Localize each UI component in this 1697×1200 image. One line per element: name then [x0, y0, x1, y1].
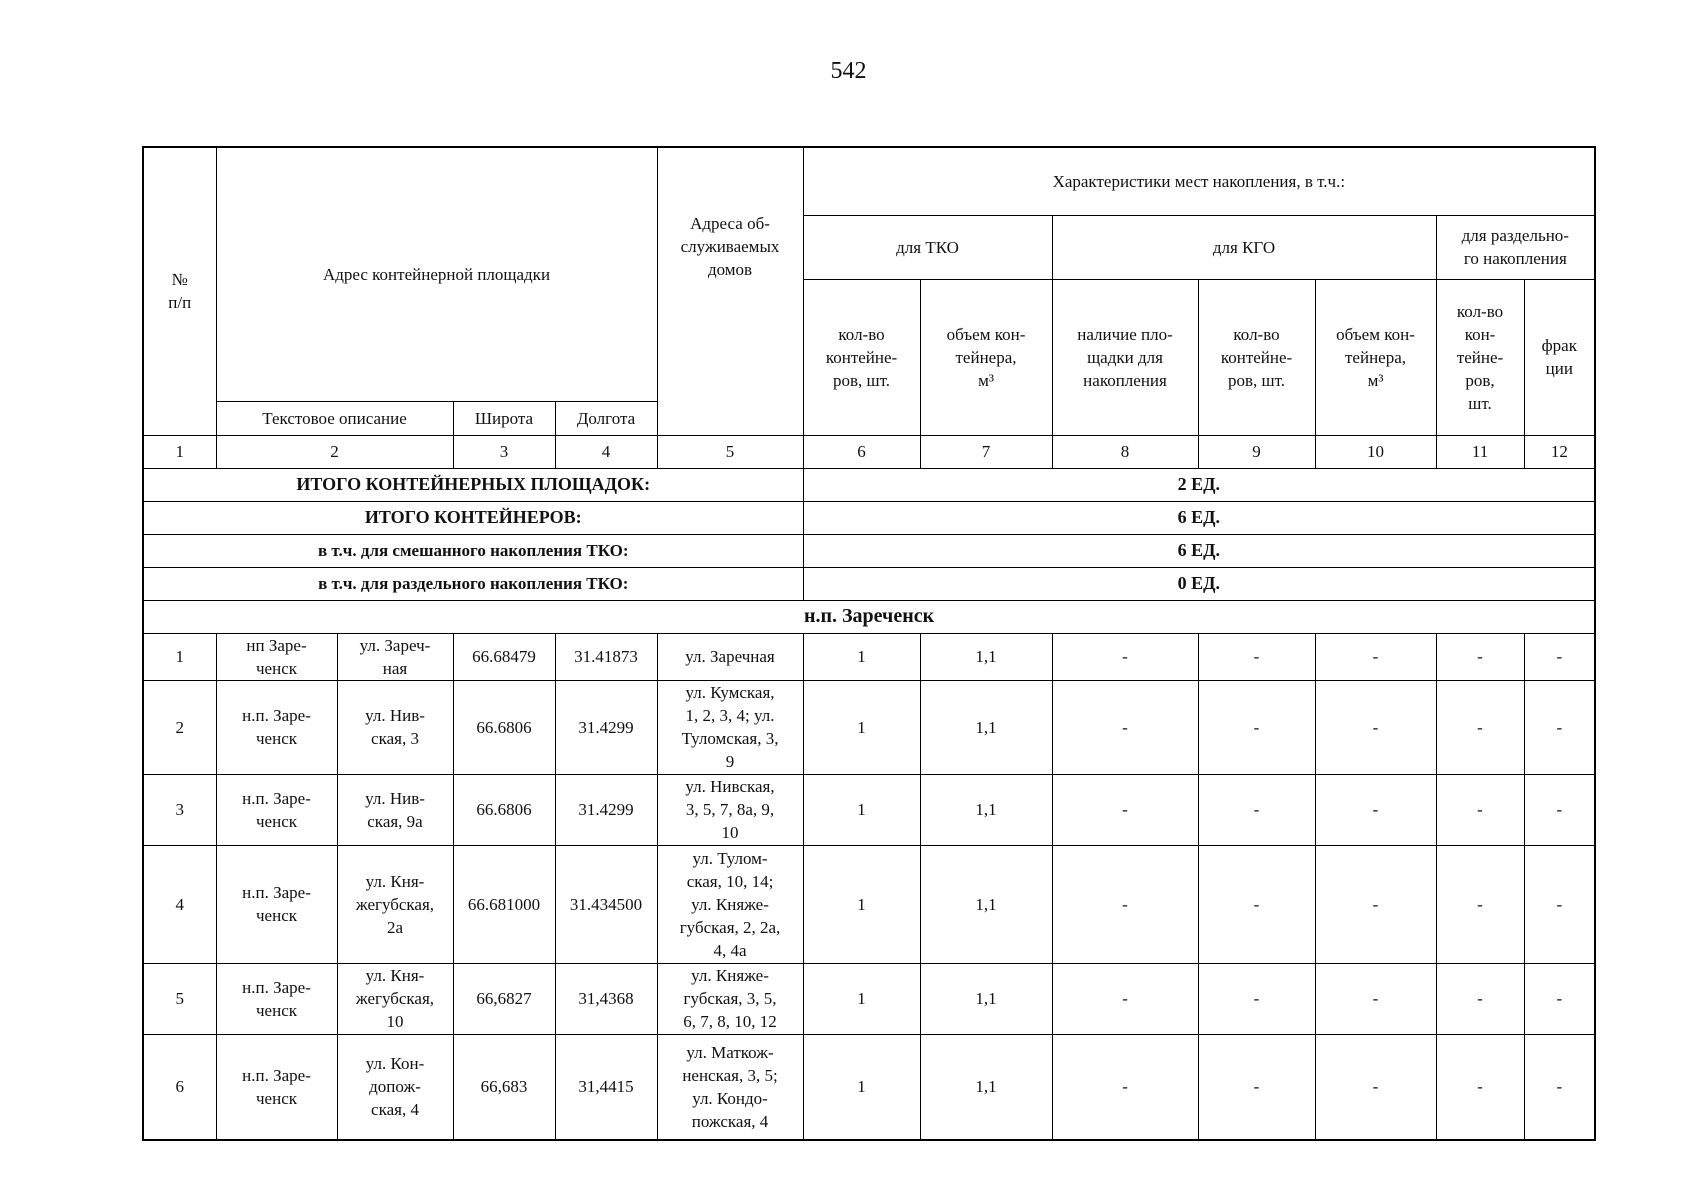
summary-value: 2 ЕД.	[803, 468, 1595, 501]
table-row	[143, 633, 1595, 680]
cell-number: 1	[143, 633, 216, 680]
cell-c10: -	[1315, 1034, 1436, 1140]
cell-settlement: н.п. Заре- ченск	[216, 680, 337, 774]
col-number: 4	[555, 435, 657, 468]
cell-c9: -	[1198, 1034, 1315, 1140]
col-number: 1	[143, 435, 216, 468]
header-kgo: для КГО	[1052, 215, 1436, 279]
cell-number: 3	[143, 774, 216, 845]
cell-c10: -	[1315, 845, 1436, 963]
cell-c8: -	[1052, 633, 1198, 680]
cell-c10: -	[1315, 774, 1436, 845]
cell-lat: 66.681000	[453, 845, 555, 963]
cell-c11: -	[1436, 774, 1524, 845]
cell-lat: 66,683	[453, 1034, 555, 1140]
cell-lat: 66.68479	[453, 633, 555, 680]
cell-settlement: нп Заре- ченск	[216, 633, 337, 680]
summary-label: ИТОГО КОНТЕЙНЕРНЫХ ПЛОЩАДОК:	[143, 468, 803, 501]
table-row	[143, 680, 1595, 774]
cell-c9: -	[1198, 680, 1315, 774]
cell-c6: 1	[803, 963, 920, 1034]
cell-number: 4	[143, 845, 216, 963]
cell-c11: -	[1436, 680, 1524, 774]
section-title: н.п. Зареченск	[143, 600, 1595, 633]
cell-c11: -	[1436, 1034, 1524, 1140]
col-number: 11	[1436, 435, 1524, 468]
cell-c8: -	[1052, 680, 1198, 774]
cell-c9: -	[1198, 633, 1315, 680]
cell-street: ул. Кон- допож- ская, 4	[337, 1034, 453, 1140]
cell-street: ул. Кня- жегубская, 2а	[337, 845, 453, 963]
header-served: Адреса об- служиваемых домов	[657, 147, 803, 435]
cell-c10: -	[1315, 633, 1436, 680]
cell-served: ул. Княже- губская, 3, 5, 6, 7, 8, 10, 12	[657, 963, 803, 1034]
cell-c8: -	[1052, 1034, 1198, 1140]
cell-c10: -	[1315, 963, 1436, 1034]
table-row	[143, 774, 1595, 845]
cell-lon: 31.434500	[555, 845, 657, 963]
table-row	[143, 1034, 1595, 1140]
cell-c11: -	[1436, 845, 1524, 963]
cell-served: ул. Нивская, 3, 5, 7, 8а, 9, 10	[657, 774, 803, 845]
summary-value: 6 ЕД.	[803, 534, 1595, 567]
cell-settlement: н.п. Заре- ченск	[216, 845, 337, 963]
cell-c11: -	[1436, 633, 1524, 680]
cell-c7: 1,1	[920, 845, 1052, 963]
cell-lat: 66.6806	[453, 680, 555, 774]
cell-c12: -	[1524, 963, 1595, 1034]
col-number: 10	[1315, 435, 1436, 468]
summary-label: в т.ч. для смешанного накопления ТКО:	[143, 534, 803, 567]
header-lon: Долгота	[555, 401, 657, 435]
cell-c6: 1	[803, 774, 920, 845]
cell-served: ул. Тулом- ская, 10, 14; ул. Княже- губская, 2, 2а, 4, 4а	[657, 845, 803, 963]
cell-c12: -	[1524, 633, 1595, 680]
summary-value: 6 ЕД.	[803, 501, 1595, 534]
cell-c8: -	[1052, 845, 1198, 963]
col-number: 12	[1524, 435, 1595, 468]
cell-street: ул. Зареч- ная	[337, 633, 453, 680]
col-number: 5	[657, 435, 803, 468]
cell-c7: 1,1	[920, 680, 1052, 774]
table-row	[143, 963, 1595, 1034]
summary-value: 0 ЕД.	[803, 567, 1595, 600]
cell-lon: 31,4415	[555, 1034, 657, 1140]
header-lat: Широта	[453, 401, 555, 435]
col-number: 9	[1198, 435, 1315, 468]
header-c6: кол-во контейне- ров, шт.	[803, 279, 920, 435]
cell-c7: 1,1	[920, 1034, 1052, 1140]
cell-c8: -	[1052, 774, 1198, 845]
cell-settlement: н.п. Заре- ченск	[216, 963, 337, 1034]
cell-lon: 31,4368	[555, 963, 657, 1034]
cell-c12: -	[1524, 1034, 1595, 1140]
cell-c9: -	[1198, 845, 1315, 963]
col-number: 3	[453, 435, 555, 468]
col-number: 6	[803, 435, 920, 468]
cell-c11: -	[1436, 963, 1524, 1034]
cell-served: ул. Заречная	[657, 633, 803, 680]
cell-number: 5	[143, 963, 216, 1034]
cell-number: 2	[143, 680, 216, 774]
cell-settlement: н.п. Заре- ченск	[216, 774, 337, 845]
cell-street: ул. Нив- ская, 9а	[337, 774, 453, 845]
col-number: 2	[216, 435, 453, 468]
header-num: № п/п	[143, 147, 216, 435]
cell-c6: 1	[803, 845, 920, 963]
cell-street: ул. Нив- ская, 3	[337, 680, 453, 774]
cell-lon: 31.4299	[555, 774, 657, 845]
cell-street: ул. Кня- жегубская, 10	[337, 963, 453, 1034]
cell-c7: 1,1	[920, 963, 1052, 1034]
col-number: 8	[1052, 435, 1198, 468]
page-number: 542	[830, 58, 867, 84]
header-separate: для раздельно- го накопления	[1436, 215, 1595, 279]
cell-settlement: н.п. Заре- ченск	[216, 1034, 337, 1140]
cell-c9: -	[1198, 774, 1315, 845]
cell-lon: 31.4299	[555, 680, 657, 774]
cell-c10: -	[1315, 680, 1436, 774]
table-row	[143, 845, 1595, 963]
col-number: 7	[920, 435, 1052, 468]
cell-c12: -	[1524, 845, 1595, 963]
cell-c12: -	[1524, 774, 1595, 845]
cell-c7: 1,1	[920, 774, 1052, 845]
cell-c12: -	[1524, 680, 1595, 774]
cell-c8: -	[1052, 963, 1198, 1034]
header-c11: кол-во кон- тейне- ров, шт.	[1436, 279, 1524, 435]
cell-c6: 1	[803, 1034, 920, 1140]
header-c9: кол-во контейне- ров, шт.	[1198, 279, 1315, 435]
header-c12: фрак ции	[1524, 279, 1595, 435]
cell-lon: 31.41873	[555, 633, 657, 680]
header-c7: объем кон- тейнера, м³	[920, 279, 1052, 435]
header-address: Адрес контейнерной площадки	[216, 147, 657, 401]
summary-label: в т.ч. для раздельного накопления ТКО:	[143, 567, 803, 600]
header-c10: объем кон- тейнера, м³	[1315, 279, 1436, 435]
header-characteristics: Характеристики мест накопления, в т.ч.:	[803, 147, 1595, 215]
cell-c9: -	[1198, 963, 1315, 1034]
header-c8: наличие пло- щадки для накопления	[1052, 279, 1198, 435]
summary-label: ИТОГО КОНТЕЙНЕРОВ:	[143, 501, 803, 534]
cell-number: 6	[143, 1034, 216, 1140]
cell-served: ул. Маткож- ненская, 3, 5; ул. Кондо- пожская, 4	[657, 1034, 803, 1140]
cell-lat: 66.6806	[453, 774, 555, 845]
cell-c6: 1	[803, 680, 920, 774]
header-tko: для ТКО	[803, 215, 1052, 279]
cell-lat: 66,6827	[453, 963, 555, 1034]
cell-c6: 1	[803, 633, 920, 680]
container-sites-table	[142, 146, 1596, 1141]
cell-c7: 1,1	[920, 633, 1052, 680]
cell-served: ул. Кумская, 1, 2, 3, 4; ул. Туломская, 3, 9	[657, 680, 803, 774]
header-text-desc: Текстовое описание	[216, 401, 453, 435]
